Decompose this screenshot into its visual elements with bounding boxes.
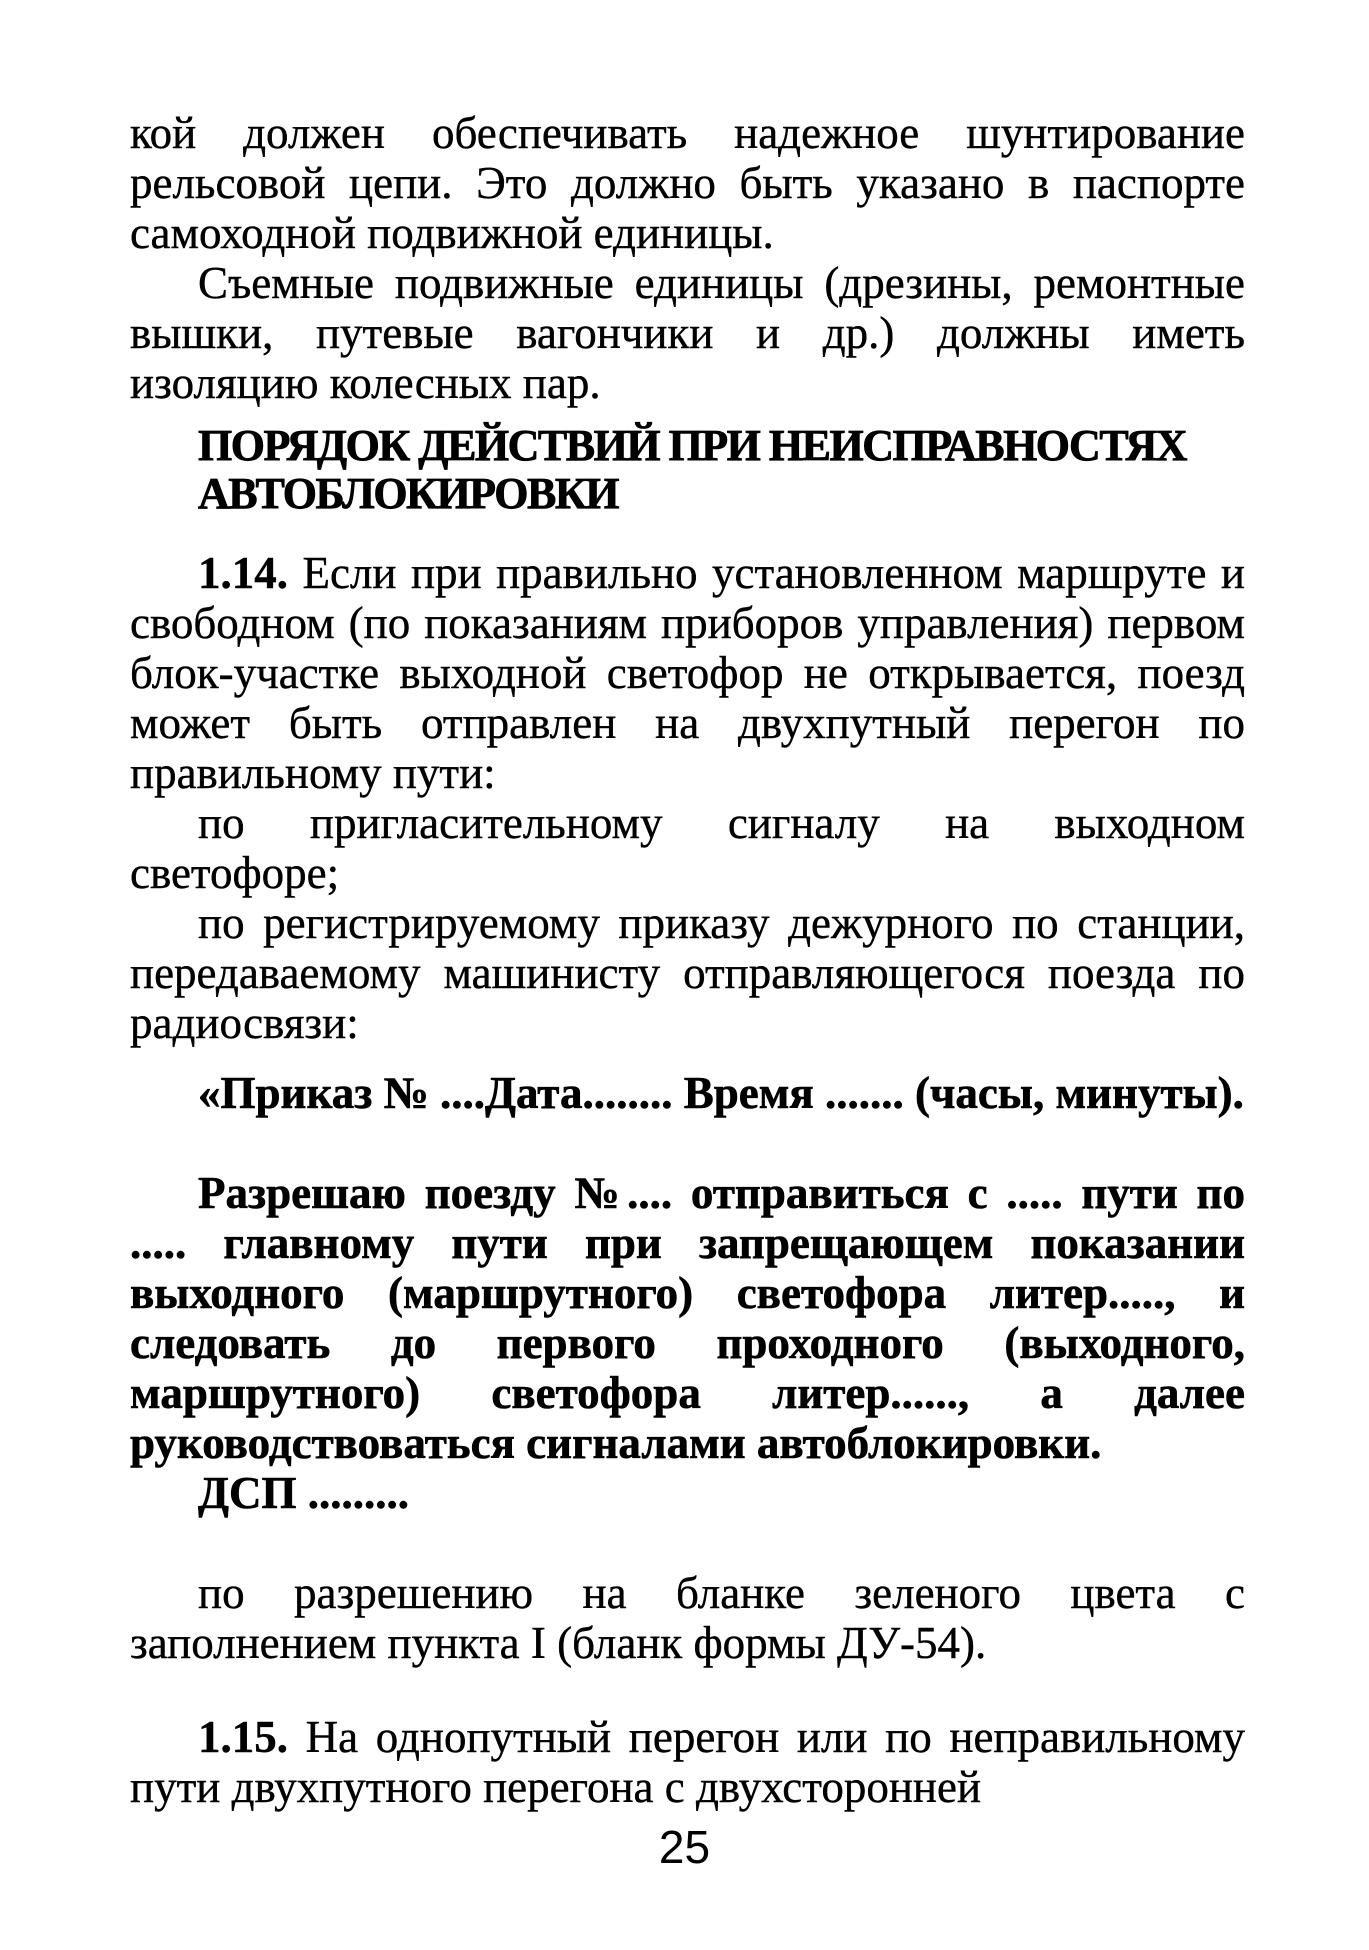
paragraph-invitation-signal bbox=[130, 798, 1245, 898]
order-header bbox=[130, 1068, 1245, 1118]
order-signature bbox=[130, 1468, 1245, 1518]
order-text: Разрешаю поезду №.... отправиться с ..... пути по ..... главному пути при запрещающем показании выходного (маршрутного) светофора литер....., и следовать до первого проходного (выходного, маршрутного) светофора литер......, а далее руководствоваться сигналами автоблокировки. bbox=[130, 1168, 1245, 1468]
paragraph-removable-units bbox=[130, 258, 1245, 408]
paragraph-registered-order bbox=[130, 898, 1245, 1048]
clause-number: 1.15. bbox=[198, 1712, 288, 1762]
section-heading bbox=[198, 422, 1248, 518]
paragraph-green-form bbox=[130, 1568, 1245, 1668]
paragraph-continuation bbox=[130, 108, 1245, 258]
clause-text: На однопутный перегон или по неправильному пути двухпутного перегона с двухсторонней bbox=[130, 1712, 1245, 1812]
paragraph-1-15 bbox=[130, 1712, 1245, 1812]
paragraph-text bbox=[130, 1712, 1245, 1812]
clause-number: 1.14. bbox=[198, 548, 288, 598]
paragraph-text bbox=[130, 548, 1245, 798]
order-text: «Приказ № ....Дата........ Время ....... (часы, минуты). bbox=[198, 1068, 1244, 1118]
order-text: ДСП ......... bbox=[198, 1468, 409, 1518]
order-body bbox=[130, 1168, 1245, 1468]
paragraph-text: кой должен обеспечивать надежное шунтирование рельсовой цепи. Это должно быть указано в паспорте самоходной подвижной единицы. bbox=[130, 108, 1245, 258]
paragraph-text: Съемные подвижные единицы (дрезины, ремонтные вышки, путевые вагончики и др.) должны иметь изоляцию колесных пар. bbox=[130, 258, 1245, 408]
paragraph-text: по регистрируемому приказу дежурного по станции, передаваемому машинисту отправляющегося поезда по радиосвязи: bbox=[130, 898, 1245, 1048]
section-heading-text: ПОРЯДОК ДЕЙСТВИЙ ПРИ НЕИСПРАВНОСТЯХ АВТОБЛОКИРОВКИ bbox=[198, 421, 1187, 518]
clause-text: Если при правильно установленном маршруте и свободном (по показаниям приборов управления) первом блок-участке выходной светофор не открывается, поезд может быть отправлен на двухпутный перегон по правильному пути: bbox=[130, 548, 1246, 798]
paragraph-text: по пригласительному сигналу на выходном светофоре; bbox=[130, 798, 1245, 898]
paragraph-1-14 bbox=[130, 548, 1245, 798]
page-number: 25 bbox=[658, 1821, 711, 1873]
paragraph-text: по разрешению на бланке зеленого цвета с заполнением пункта I (бланк формы ДУ-54). bbox=[130, 1568, 1245, 1668]
